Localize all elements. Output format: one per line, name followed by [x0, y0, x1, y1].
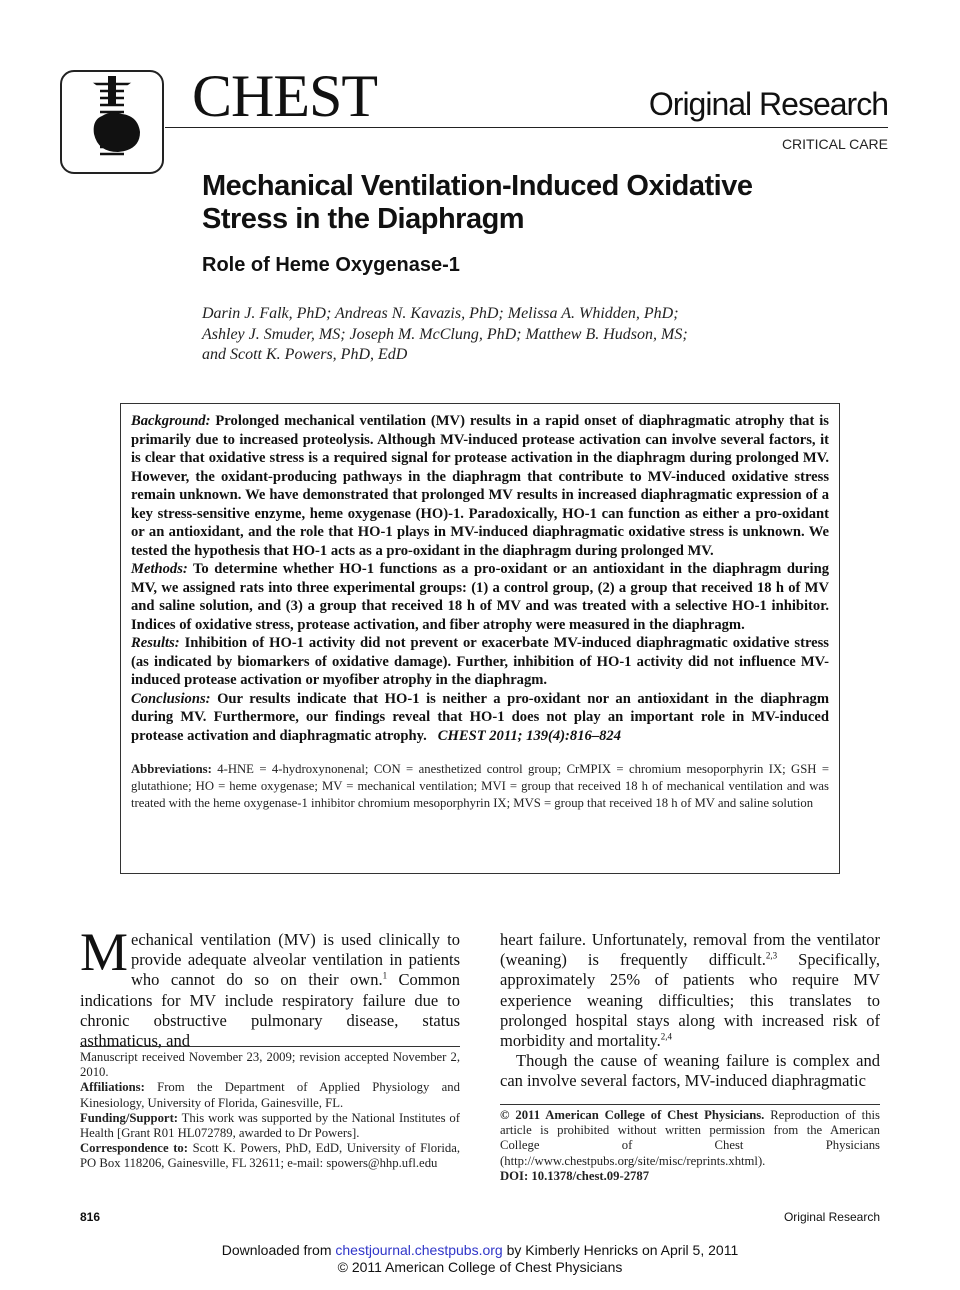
download-note	[0, 1242, 960, 1276]
journal-citation: CHEST 2011; 139(4):816–824	[437, 727, 621, 744]
chest-lungs-heart-icon	[62, 72, 162, 172]
results-text: Inhibition of HO-1 activity did not prevent or exacerbate MV-induced diaphragmatic oxidative stress (as indicated by biomarkers of oxidative damage). Further, inhibition of HO-1 activity did not influence MV-induced protease activation or myofiber atrophy in the diaphragm.	[131, 635, 829, 688]
page-number: 816	[80, 1210, 101, 1224]
abstract-box	[120, 403, 840, 874]
body-text: echanical ventilation (MV) is used clinically to provide adequate alveolar ventilation in patients who cannot do so on their own.	[131, 930, 460, 990]
article-subtitle: Role of Heme Oxygenase-1	[202, 254, 460, 276]
correspondence-text: Scott K. Powers, PhD, EdD, University of Florida, PO Box 118206, Gainesville, FL 32611; e-mail: spowers@hhp.ufl.edu	[80, 1141, 460, 1171]
body-text: Though the cause of weaning failure is complex and can involve several factors, MV-induced diaphragmatic	[500, 1051, 880, 1091]
footnote-rule	[80, 1046, 460, 1047]
body-column-left	[80, 922, 460, 1051]
author-line: Ashley J. Smuder, MS; Joseph M. McClung, PhD; Matthew B. Hudson, MS;	[202, 325, 688, 343]
abbreviations-text: 4-HNE = 4-hydroxynonenal; CON = anesthetized control group; CrMPIX = chromium mesoporphyrin IX; GSH = glutathione; HO = heme oxygenase; MV = mechanical ventilation; MVI = group that received 18 h of mechanical ventilation and was treated with the heme oxygenase-1 inhibitor chromium mesoporphyrin IX; MVS = group that received 18 h of MV and saline solution	[131, 762, 830, 810]
reference-superscript: 2,4	[660, 1031, 672, 1042]
copyright-footnote	[500, 1108, 880, 1184]
journal-logo	[60, 70, 164, 174]
section-category: CRITICAL CARE	[781, 136, 888, 152]
article-footnotes	[80, 1050, 460, 1172]
manuscript-dates: Manuscript received November 23, 2009; revision accepted November 2, 2010.	[80, 1050, 460, 1080]
methods-label: Methods:	[131, 561, 188, 577]
background-text: Prolonged mechanical ventilation (MV) results in a rapid onset of diaphragmatic atrophy that is primarily due to increased proteolysis. Although MV-induced protease activation can involve several factors, it is clear that oxidative stress is a required signal for protease activation in the diaphragm during prolonged MV. However, the oxidant-producing pathways in the diaphragm that contribute to MV-induced oxidative stress remain unknown. We have demonstrated that prolonged MV results in increased diaphragmatic expression of a key stress-sensitive enzyme, heme oxygenase (HO)-1. Paradoxically, HO-1 can function as either a pro-oxidant or an antioxidant, and the role that HO-1 plays in MV-induced diaphragmatic oxidative stress is unknown. We tested the hypothesis that HO-1 acts as a pro-oxidant in the diaphragm during prolonged MV.	[131, 413, 829, 559]
body-text: Specifically, approximately 25% of patients who require MV experience weaning difficulties; this translates to prolonged hospital stays along with increased risk of morbidity and mortality.	[500, 950, 880, 1051]
footnote-rule	[500, 1104, 880, 1105]
body-column-right	[500, 930, 880, 1092]
results-label: Results:	[131, 635, 180, 651]
drop-cap: M	[80, 922, 129, 982]
abbreviations-label: Abbreviations:	[131, 762, 212, 776]
journal-link[interactable]: chestjournal.chestpubs.org	[335, 1242, 503, 1258]
header-rule	[165, 127, 888, 128]
background-label: Background:	[131, 413, 211, 429]
funding-label: Funding/Support:	[80, 1110, 179, 1125]
funding-text: This work was supported by the National Institutes of Health [Grant R01 HL072789, awarded to Dr Powers].	[80, 1110, 460, 1141]
author-line: Darin J. Falk, PhD; Andreas N. Kavazis, PhD; Melissa A. Whidden, PhD;	[202, 305, 679, 322]
body-text: heart failure. Unfortunately, removal from the ventilator (weaning) is frequently difficult.	[500, 930, 880, 970]
journal-name: CHEST	[192, 63, 378, 129]
footer-section-label: Original Research	[783, 1210, 880, 1224]
section-label: Original Research	[648, 86, 888, 122]
doi-value: 10.1378/chest.09-2787	[531, 1168, 650, 1183]
copyright-label: © 2011 American College of Chest Physicians.	[500, 1108, 765, 1122]
conclusions-label: Conclusions:	[131, 690, 211, 707]
body-text: Common indications for MV include respiratory failure due to chronic obstructive pulmonary disease, status asthmaticus, and	[80, 970, 460, 1051]
abstract-text	[131, 412, 829, 745]
abbreviations	[131, 761, 829, 811]
doi-label: DOI:	[500, 1168, 529, 1183]
footer-copyright: © 2011 American College of Chest Physicians	[337, 1259, 623, 1275]
affiliations-text: From the Department of Applied Physiology and Kinesiology, University of Florida, Gainesville, FL.	[80, 1080, 460, 1110]
download-prefix: Downloaded from	[221, 1242, 336, 1258]
methods-text: To determine whether HO-1 functions as a pro-oxidant or an antioxidant in the diaphragm during MV, we assigned rats into three experimental groups: (1) a control group, (2) a group that received 18 h of MV and saline solution, and (3) a group that received 18 h of MV and was treated with a selective HO-1 inhibitor. Indices of oxidative stress, protease activation, and fiber atrophy were measured in the diaphragm.	[131, 561, 829, 633]
conclusions-text: Our results indicate that HO-1 is neither a pro-oxidant nor an antioxidant in the diaphragm during MV. Furthermore, our findings reveal that HO-1 does not play an important role in MV-induced protease activation and diaphragmatic atrophy.	[131, 690, 829, 744]
reference-superscript: 1	[382, 970, 388, 981]
author-line: and Scott K. Powers, PhD, EdD	[202, 346, 408, 363]
copyright-text: Reproduction of this article is prohibited without written permission from the American College of Chest Physicians (http://www.chestpubs.org/site/misc/reprints.xhtml).	[500, 1108, 880, 1168]
download-suffix: by Kimberly Henricks on April 5, 2011	[502, 1242, 739, 1258]
author-list	[202, 304, 802, 366]
affiliations-label: Affiliations:	[80, 1080, 145, 1095]
correspondence-label: Correspondence to:	[80, 1141, 188, 1156]
reference-superscript: 2,3	[765, 950, 778, 961]
article-title: Mechanical Ventilation-Induced Oxidative Stress in the Diaphragm	[202, 170, 753, 235]
